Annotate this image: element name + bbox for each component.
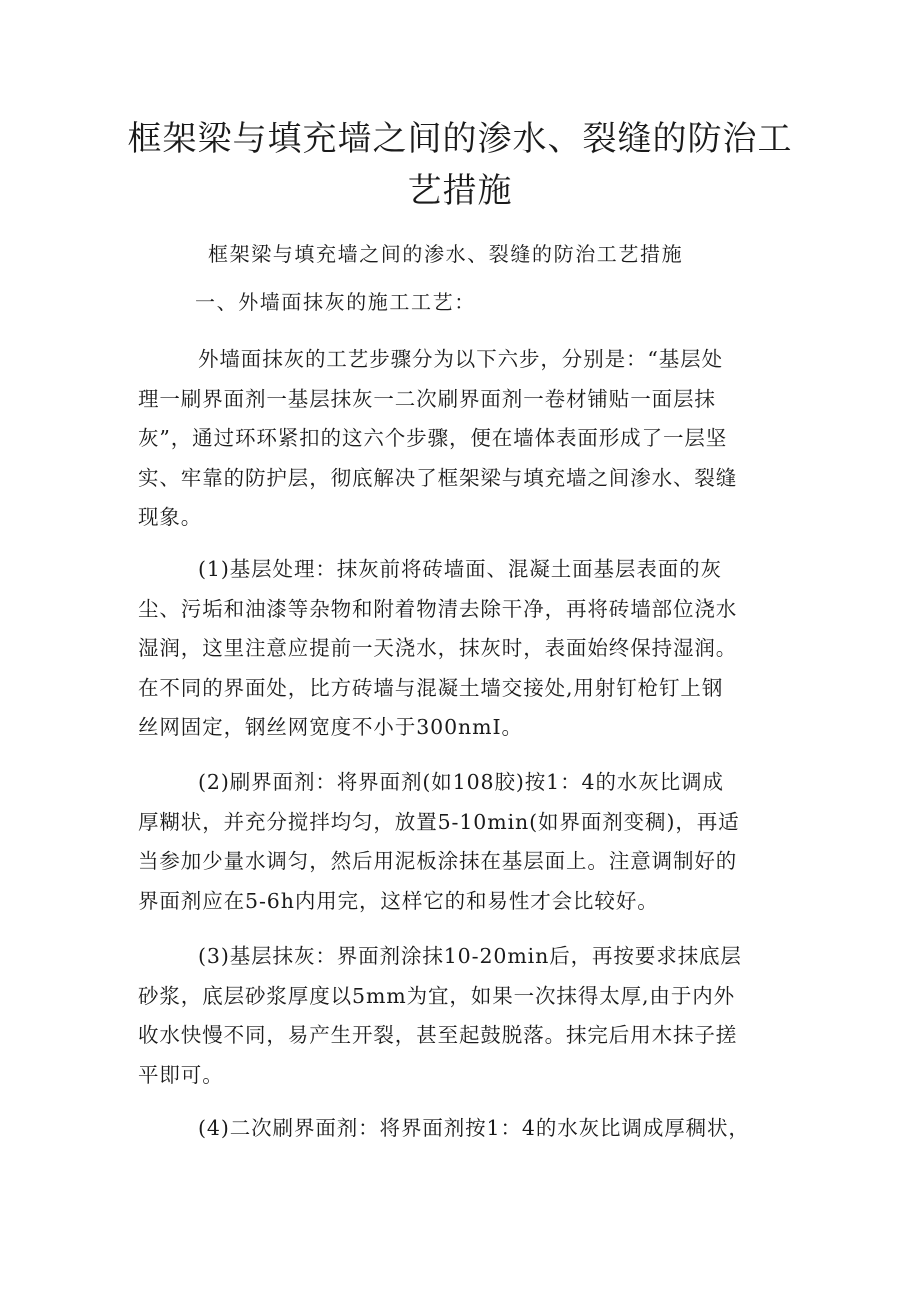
paragraph-line: 尘、污垢和油漆等杂物和附着物清去除干净，再将砖墙部位浇水	[138, 596, 738, 621]
paragraph-base-treatment	[138, 550, 788, 748]
paragraph-line: 湿润，这里注意应提前一天浇水，抹灰时，表面始终保持湿润。	[138, 636, 738, 660]
paragraph-line: (3)基层抹灰：界面剂涂抹10-20min后，再按要求抹底层	[198, 944, 742, 968]
paragraph-line: 砂浆，底层砂浆厚度以5mm为宜，如果一次抹得太厚,由于内外	[138, 983, 736, 1008]
paragraph-line: (2)刷界面剂：将界面剂(如108胶)按1：4的水灰比调成	[198, 770, 724, 794]
paragraph-line: 平即可。	[138, 1062, 224, 1087]
paragraph-line: 当参加少量水调匀，然后用泥板涂抹在基层面上。注意调制好的	[138, 849, 738, 873]
paragraph-line: 实、牢靠的防护层，彻底解决了框架梁与填充墙之间渗水、裂缝	[138, 465, 738, 490]
paragraph-line: (4)二次刷界面剂：将界面剂按1：4的水灰比调成厚稠状，	[198, 1116, 750, 1140]
paragraph-second-interface-agent	[138, 1109, 788, 1149]
paragraph-line: 理一刷界面剂一基层抹灰一二次刷界面剂一卷材铺贴一面层抹	[138, 386, 716, 411]
document-title-line-1: 框架梁与填充墙之间的渗水、裂缝的防治工	[127, 119, 793, 159]
document-title-line-2: 艺措施	[407, 171, 513, 211]
section-heading: 一、外墙面抹灰的施工工艺：	[195, 290, 476, 314]
paragraph-line: 收水快慢不同，易产生开裂，甚至起鼓脱落。抹完后用木抹子搓	[138, 1023, 738, 1047]
paragraph-line: 厚糊状，并充分搅拌均匀，放置5-10min(如界面剂变稠)，再适	[138, 809, 740, 834]
paragraph-line: (1)基层处理：抹灰前将砖墙面、混凝土面基层表面的灰	[198, 557, 722, 581]
paragraph-line: 在不同的界面处，比方砖墙与混凝土墙交接处,用射钉枪钉上钢	[138, 675, 724, 700]
paragraph-interface-agent	[138, 763, 788, 921]
document-subtitle: 框架梁与填充墙之间的渗水、裂缝的防治工艺措施	[208, 242, 684, 266]
paragraph-line: 外墙面抹灰的工艺步骤分为以下六步，分别是：“基层处	[198, 347, 723, 371]
paragraph-line: 灰”，通过环环紧扣的这六个步骤，便在墙体表面形成了一层坚	[138, 426, 728, 450]
paragraph-line: 界面剂应在5-6h内用完，这样它的和易性才会比较好。	[138, 888, 659, 913]
paragraph-line: 丝网固定，钢丝网宽度不小于300nmI。	[138, 715, 523, 739]
paragraph-intro	[138, 340, 788, 538]
paragraph-base-plastering	[138, 937, 788, 1095]
paragraph-line: 现象。	[138, 505, 203, 529]
